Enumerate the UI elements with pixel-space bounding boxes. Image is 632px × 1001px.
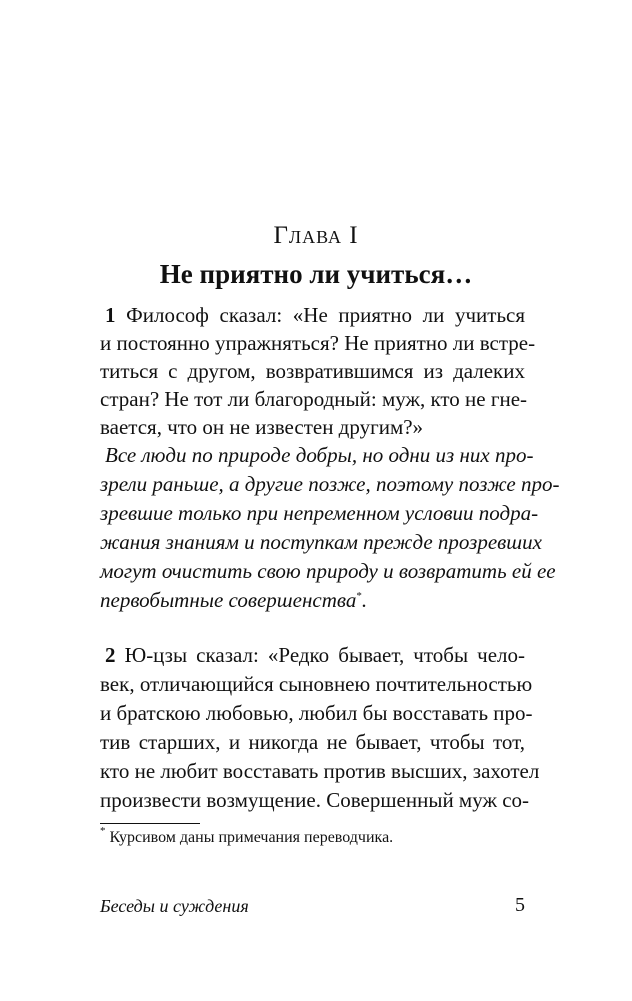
running-title: Беседы и суждения — [100, 896, 249, 916]
section-1-line-4: стран? Не тот ли благородный: муж, кто не гне- — [100, 387, 528, 411]
section-2-line-3: и братскою любовью, любил бы восставать про- — [100, 701, 533, 725]
chapter-title: Не приятно ли учиться… — [159, 259, 473, 289]
section-2-line-4: тив старших, и никогда не бывает, чтобы тот, — [100, 730, 525, 754]
footnote-mark: * — [100, 825, 106, 837]
footnote-rule — [100, 823, 200, 824]
commentary-line-5: могут очистить свою природу и возвратить ей ее — [100, 559, 556, 583]
section-2-line-5: кто не любит восставать против высших, захотел — [100, 759, 540, 783]
commentary-line-4: жания знаниям и поступкам прежде прозревших — [100, 530, 542, 554]
page-number: 5 — [515, 894, 525, 916]
section-1-line-5: вается, что он не известен другим?» — [100, 415, 424, 439]
commentary-line-3: зревшие только при непременном условии подра- — [100, 501, 539, 525]
section-1-number: 1 — [105, 303, 116, 327]
section-1-line-3: титься с другом, возвратившимся из далеких — [100, 359, 525, 383]
commentary-line-1: Все люди по природе добры, но одни из них про- — [105, 443, 534, 467]
section-2-number: 2 — [105, 643, 116, 667]
commentary-line-6: первобытные совершенства*. — [100, 588, 368, 612]
chapter-label: Глава I — [273, 222, 359, 249]
section-1-line-2: и постоянно упражняться? Не приятно ли встре- — [100, 331, 536, 355]
footnote-text: Курсивом даны примечания переводчика. — [105, 829, 394, 846]
section-2-line-6: произвести возмущение. Совершенный муж со- — [100, 788, 530, 812]
footnote-reference: * — [356, 590, 362, 602]
footnote — [100, 827, 393, 849]
section-1-line-1: 1 Философ сказал: «Не приятно ли учиться — [105, 303, 525, 327]
section-2-line-1: 2 Ю-цзы сказал: «Редко бывает, чтобы чело- — [105, 643, 526, 667]
commentary-line-2: зрели раньше, а другие позже, поэтому позже про- — [100, 472, 560, 496]
section-2-line-2: век, отличающийся сыновнею почтительностью — [100, 672, 533, 696]
